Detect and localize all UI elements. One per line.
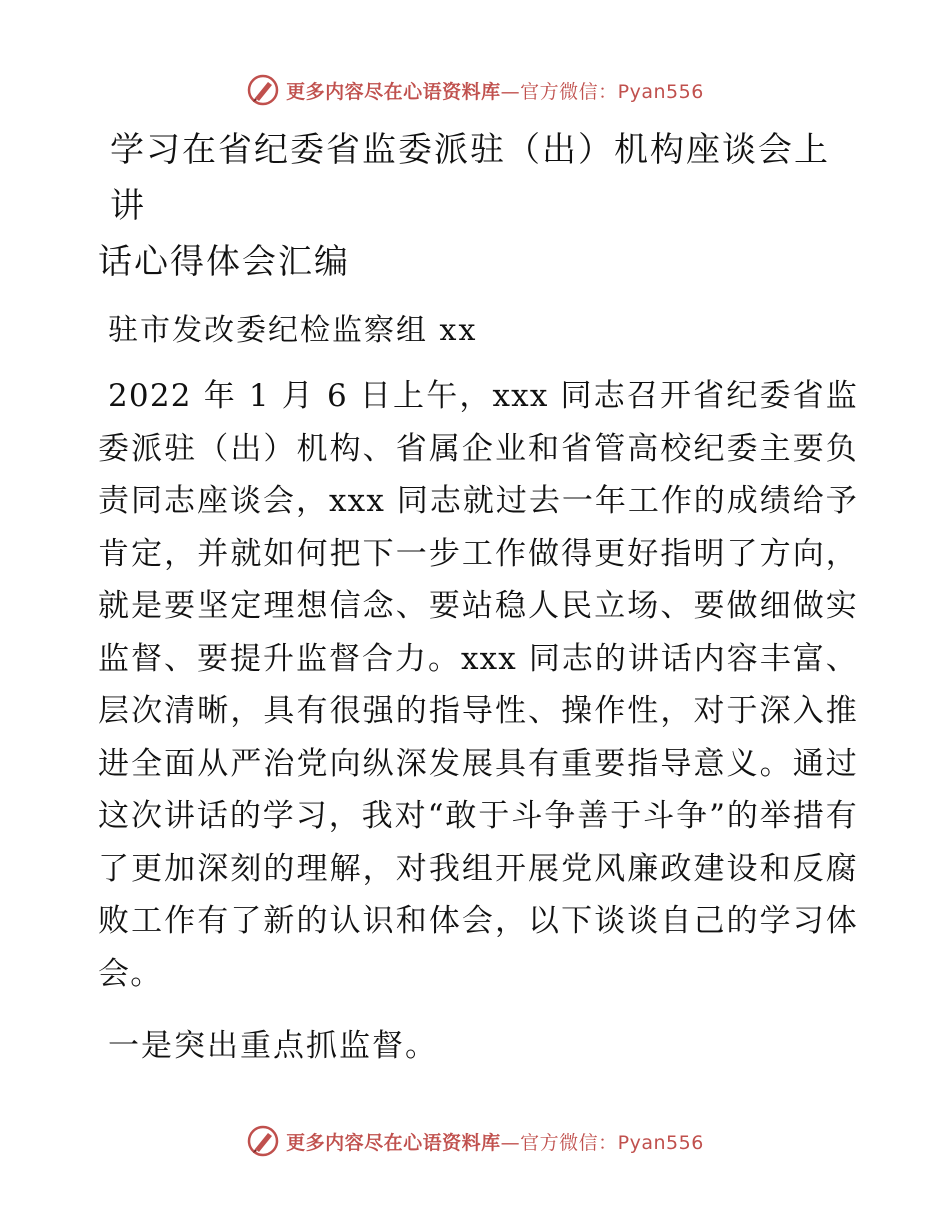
section-heading: 一是突出重点抓监督。 <box>108 1028 438 1064</box>
author-line: 驻市发改委纪检监察组 xx <box>108 313 478 348</box>
watermark-dash: — <box>500 80 521 103</box>
title-line-1: 学习在省纪委省监委派驻（出）机构座谈会上讲 <box>110 130 830 226</box>
watermark-brand: 更多内容尽在心语资料库 <box>286 1131 501 1154</box>
watermark-dash: — <box>500 1131 521 1154</box>
document-body <box>98 122 858 1072</box>
watermark-text <box>286 77 704 104</box>
watermark-brand: 更多内容尽在心语资料库 <box>286 80 501 103</box>
footer-watermark <box>0 1121 950 1161</box>
watermark-contact: 官方微信：Pyan556 <box>520 80 704 103</box>
document-title <box>98 122 858 290</box>
title-line-2: 话心得体会汇编 <box>98 242 350 282</box>
paragraph-text: 2022 年 1 月 6 日上午，xxx 同志召开省纪委省监委派驻（出）机构、省属企业和省管高校纪委主要负责同志座谈会，xxx 同志就过去一年工作的成绩给予肯定，并就如何把下一步工作做得更好指明了方向，就是要坚定理想信念、要站稳人民立场、要做细做实监督、要提升监督合力。xxx 同志的讲话内容丰富、层次清晰，具有很强的指导性、操作性，对于深入推进全面从严治党向纵深发展具有重要指导意义。通过这次讲话的学习，我对“敢于斗争善于斗争”的举措有了更加深刻的理解，对我组开展党风廉政建设和反腐败工作有了新的认识和体会，以下谈谈自己的学习体会。 <box>98 378 858 992</box>
pen-logo-icon <box>246 1124 280 1158</box>
watermark-text <box>286 1128 704 1155</box>
body-paragraph <box>98 370 858 1000</box>
pen-logo-icon <box>246 73 280 107</box>
header-watermark <box>0 70 950 110</box>
watermark-contact: 官方微信：Pyan556 <box>520 1131 704 1154</box>
